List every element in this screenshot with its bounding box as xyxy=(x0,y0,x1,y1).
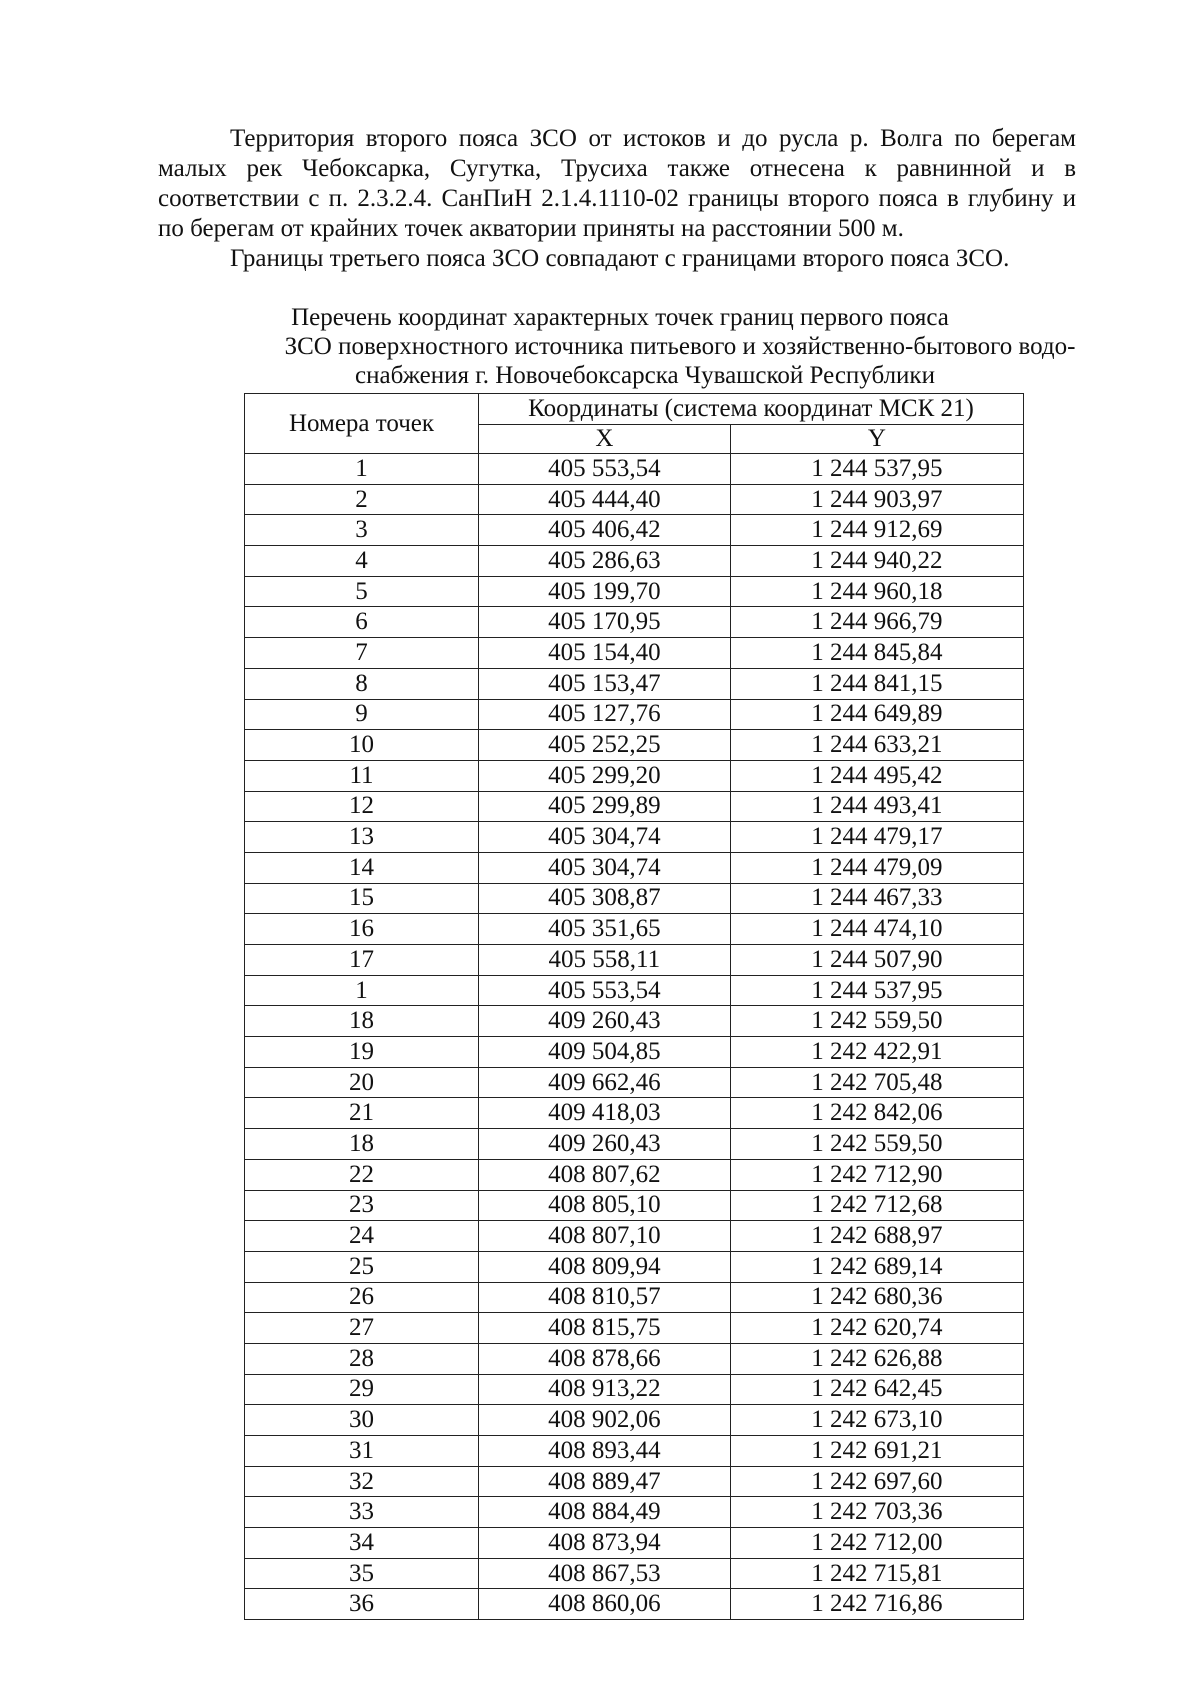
cell-point-number: 20 xyxy=(245,1067,479,1098)
cell-x: 405 154,40 xyxy=(479,638,731,669)
table-caption xyxy=(240,303,1090,390)
cell-y: 1 242 688,97 xyxy=(730,1221,1023,1252)
table-row xyxy=(245,883,1024,914)
cell-point-number: 14 xyxy=(245,852,479,883)
cell-y: 1 244 966,79 xyxy=(730,607,1023,638)
paragraph-zone-three: Границы третьего пояса ЗСО совпадают с границами второго пояса ЗСО. xyxy=(230,245,1010,272)
cell-y: 1 242 715,81 xyxy=(730,1558,1023,1589)
cell-point-number: 22 xyxy=(245,1159,479,1190)
table-row xyxy=(245,1221,1024,1252)
cell-x: 405 286,63 xyxy=(479,546,731,577)
cell-y: 1 244 845,84 xyxy=(730,638,1023,669)
table-row xyxy=(245,852,1024,883)
cell-x: 408 913,22 xyxy=(479,1374,731,1405)
cell-y: 1 242 422,91 xyxy=(730,1037,1023,1068)
cell-point-number: 33 xyxy=(245,1497,479,1528)
table-row xyxy=(245,576,1024,607)
table-row xyxy=(245,945,1024,976)
table-row xyxy=(245,607,1024,638)
cell-x: 405 127,76 xyxy=(479,699,731,730)
cell-x: 405 304,74 xyxy=(479,852,731,883)
cell-y: 1 242 559,50 xyxy=(730,1129,1023,1160)
cell-y: 1 244 633,21 xyxy=(730,730,1023,761)
cell-y: 1 242 559,50 xyxy=(730,1006,1023,1037)
cell-y: 1 244 649,89 xyxy=(730,699,1023,730)
header-coordinates: Координаты (система координат МСК 21) xyxy=(479,394,1024,425)
table-row xyxy=(245,668,1024,699)
cell-x: 405 351,65 xyxy=(479,914,731,945)
table-row xyxy=(245,699,1024,730)
table-row xyxy=(245,1374,1024,1405)
cell-x: 409 662,46 xyxy=(479,1067,731,1098)
cell-point-number: 18 xyxy=(245,1129,479,1160)
cell-x: 405 299,89 xyxy=(479,791,731,822)
cell-y: 1 244 493,41 xyxy=(730,791,1023,822)
cell-y: 1 244 960,18 xyxy=(730,576,1023,607)
cell-y: 1 242 691,21 xyxy=(730,1436,1023,1467)
table-row xyxy=(245,515,1024,546)
table-row xyxy=(245,1159,1024,1190)
cell-point-number: 1 xyxy=(245,454,479,485)
cell-x: 405 406,42 xyxy=(479,515,731,546)
cell-x: 405 170,95 xyxy=(479,607,731,638)
cell-y: 1 242 712,00 xyxy=(730,1528,1023,1559)
cell-point-number: 29 xyxy=(245,1374,479,1405)
table-row xyxy=(245,1436,1024,1467)
cell-point-number: 7 xyxy=(245,638,479,669)
cell-point-number: 15 xyxy=(245,883,479,914)
cell-x: 405 553,54 xyxy=(479,975,731,1006)
cell-point-number: 36 xyxy=(245,1589,479,1620)
cell-x: 409 504,85 xyxy=(479,1037,731,1068)
cell-y: 1 244 537,95 xyxy=(730,975,1023,1006)
table-body xyxy=(245,454,1024,1620)
cell-point-number: 26 xyxy=(245,1282,479,1313)
cell-x: 405 304,74 xyxy=(479,822,731,853)
cell-x: 408 810,57 xyxy=(479,1282,731,1313)
cell-x: 408 889,47 xyxy=(479,1466,731,1497)
cell-y: 1 244 903,97 xyxy=(730,484,1023,515)
cell-y: 1 244 841,15 xyxy=(730,668,1023,699)
cell-x: 408 860,06 xyxy=(479,1589,731,1620)
cell-x: 408 873,94 xyxy=(479,1528,731,1559)
table-row xyxy=(245,1190,1024,1221)
table-row xyxy=(245,822,1024,853)
caption-line-3: снабжения г. Новочебоксарска Чувашской Республики xyxy=(355,362,935,389)
cell-x: 408 878,66 xyxy=(479,1343,731,1374)
cell-x: 408 884,49 xyxy=(479,1497,731,1528)
cell-y: 1 242 689,14 xyxy=(730,1251,1023,1282)
table-row xyxy=(245,1497,1024,1528)
cell-point-number: 31 xyxy=(245,1436,479,1467)
cell-x: 405 299,20 xyxy=(479,760,731,791)
table-row xyxy=(245,1313,1024,1344)
cell-point-number: 8 xyxy=(245,668,479,699)
table-row xyxy=(245,484,1024,515)
table-row xyxy=(245,1405,1024,1436)
table-row xyxy=(245,1589,1024,1620)
cell-y: 1 242 712,90 xyxy=(730,1159,1023,1190)
cell-x: 408 867,53 xyxy=(479,1558,731,1589)
cell-point-number: 32 xyxy=(245,1466,479,1497)
cell-y: 1 242 642,45 xyxy=(730,1374,1023,1405)
cell-point-number: 1 xyxy=(245,975,479,1006)
caption-line-2: ЗСО поверхностного источника питьевого и хозяйственно-бытового водо- xyxy=(284,333,1076,360)
cell-y: 1 244 467,33 xyxy=(730,883,1023,914)
table-row xyxy=(245,1251,1024,1282)
cell-x: 405 444,40 xyxy=(479,484,731,515)
table-row xyxy=(245,546,1024,577)
cell-x: 408 893,44 xyxy=(479,1436,731,1467)
table-row xyxy=(245,638,1024,669)
table-row xyxy=(245,1558,1024,1589)
table-row xyxy=(245,975,1024,1006)
cell-y: 1 242 712,68 xyxy=(730,1190,1023,1221)
cell-y: 1 242 673,10 xyxy=(730,1405,1023,1436)
cell-point-number: 5 xyxy=(245,576,479,607)
cell-y: 1 244 479,09 xyxy=(730,852,1023,883)
table-row xyxy=(245,760,1024,791)
cell-point-number: 28 xyxy=(245,1343,479,1374)
cell-x: 408 902,06 xyxy=(479,1405,731,1436)
cell-x: 408 807,10 xyxy=(479,1221,731,1252)
table-row xyxy=(245,1343,1024,1374)
table-row xyxy=(245,1129,1024,1160)
table-row xyxy=(245,1006,1024,1037)
cell-point-number: 25 xyxy=(245,1251,479,1282)
cell-x: 408 807,62 xyxy=(479,1159,731,1190)
header-y: Y xyxy=(730,425,1023,454)
cell-point-number: 34 xyxy=(245,1528,479,1559)
caption-line-1: Перечень координат характерных точек границ первого пояса xyxy=(291,304,949,331)
cell-point-number: 27 xyxy=(245,1313,479,1344)
cell-point-number: 30 xyxy=(245,1405,479,1436)
cell-point-number: 4 xyxy=(245,546,479,577)
table-row xyxy=(245,1528,1024,1559)
cell-x: 405 553,54 xyxy=(479,454,731,485)
header-point-numbers: Номера точек xyxy=(245,394,479,454)
cell-y: 1 242 620,74 xyxy=(730,1313,1023,1344)
cell-x: 405 153,47 xyxy=(479,668,731,699)
table-row xyxy=(245,1466,1024,1497)
cell-x: 409 260,43 xyxy=(479,1006,731,1037)
table-row xyxy=(245,1037,1024,1068)
cell-y: 1 242 697,60 xyxy=(730,1466,1023,1497)
cell-point-number: 23 xyxy=(245,1190,479,1221)
cell-x: 408 815,75 xyxy=(479,1313,731,1344)
cell-point-number: 35 xyxy=(245,1558,479,1589)
cell-y: 1 244 940,22 xyxy=(730,546,1023,577)
cell-x: 409 260,43 xyxy=(479,1129,731,1160)
cell-point-number: 17 xyxy=(245,945,479,976)
table-header-row xyxy=(245,394,1024,425)
cell-x: 405 199,70 xyxy=(479,576,731,607)
cell-point-number: 2 xyxy=(245,484,479,515)
cell-point-number: 21 xyxy=(245,1098,479,1129)
cell-point-number: 24 xyxy=(245,1221,479,1252)
cell-y: 1 244 495,42 xyxy=(730,760,1023,791)
cell-x: 405 558,11 xyxy=(479,945,731,976)
table-row xyxy=(245,791,1024,822)
cell-y: 1 242 716,86 xyxy=(730,1589,1023,1620)
table-row xyxy=(245,1067,1024,1098)
cell-point-number: 11 xyxy=(245,760,479,791)
table-row xyxy=(245,914,1024,945)
cell-point-number: 6 xyxy=(245,607,479,638)
cell-y: 1 244 507,90 xyxy=(730,945,1023,976)
cell-point-number: 19 xyxy=(245,1037,479,1068)
cell-y: 1 242 842,06 xyxy=(730,1098,1023,1129)
cell-point-number: 13 xyxy=(245,822,479,853)
cell-x: 408 809,94 xyxy=(479,1251,731,1282)
table-row xyxy=(245,730,1024,761)
cell-x: 405 308,87 xyxy=(479,883,731,914)
cell-point-number: 3 xyxy=(245,515,479,546)
cell-y: 1 244 474,10 xyxy=(730,914,1023,945)
cell-y: 1 242 703,36 xyxy=(730,1497,1023,1528)
cell-x: 409 418,03 xyxy=(479,1098,731,1129)
cell-point-number: 9 xyxy=(245,699,479,730)
paragraph-zone-two: Территория второго пояса ЗСО от истоков и до русла р. Волга по берегам малых рек Чебоксарка, Сугутка, Трусиха также отнесена к равнинной и в соответствии с п. 2.3.2.4. СанПиН 2.1.4.1110-02 границы второго пояса в глубину и по берегам от крайних точек акватории приняты на расстоянии 500 м. xyxy=(158,125,1076,242)
table-row xyxy=(245,1282,1024,1313)
cell-y: 1 244 537,95 xyxy=(730,454,1023,485)
header-x: X xyxy=(479,425,731,454)
cell-y: 1 242 626,88 xyxy=(730,1343,1023,1374)
cell-point-number: 10 xyxy=(245,730,479,761)
cell-x: 408 805,10 xyxy=(479,1190,731,1221)
coordinates-table xyxy=(244,393,1024,1620)
cell-y: 1 244 912,69 xyxy=(730,515,1023,546)
cell-point-number: 16 xyxy=(245,914,479,945)
cell-y: 1 242 680,36 xyxy=(730,1282,1023,1313)
table-row xyxy=(245,1098,1024,1129)
cell-x: 405 252,25 xyxy=(479,730,731,761)
cell-y: 1 244 479,17 xyxy=(730,822,1023,853)
cell-point-number: 12 xyxy=(245,791,479,822)
table-row xyxy=(245,454,1024,485)
cell-y: 1 242 705,48 xyxy=(730,1067,1023,1098)
cell-point-number: 18 xyxy=(245,1006,479,1037)
